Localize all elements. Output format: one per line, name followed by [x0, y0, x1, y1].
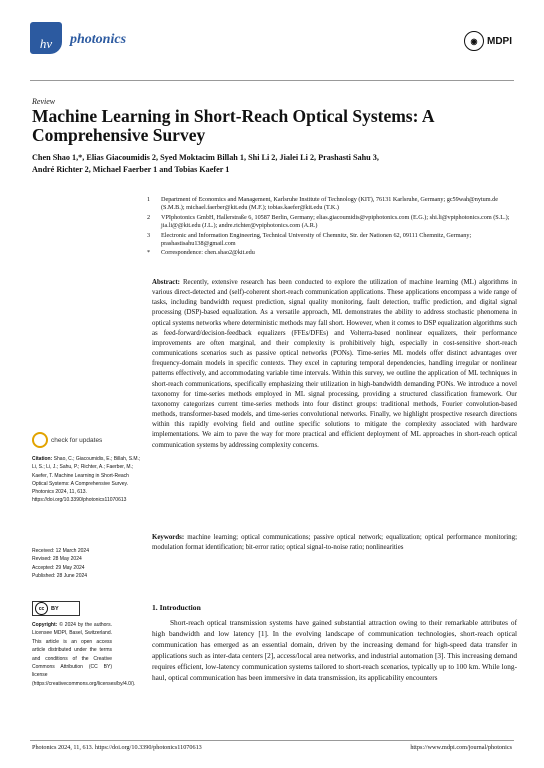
revised-date: Revised: 28 May 2024: [32, 556, 82, 563]
introduction-text: [152, 617, 517, 684]
header-divider: [30, 80, 514, 81]
license-badge-text: BY: [51, 605, 59, 612]
keywords-label: Keywords:: [152, 534, 185, 541]
article-type: Review: [32, 97, 56, 106]
authors: [32, 152, 512, 176]
affiliations: [147, 196, 517, 259]
section-heading: 1. Introduction: [152, 603, 201, 612]
abstract-text: Recently, extensive research has been conducted to explore the utilization of machine learning (ML) algorithms in various direct-detected and (self)-coherent short-reach communication applications. These applications encompass a wide range of tasks, including bandwidth request prediction, signal quality monitoring, fault detection, traffic prediction, and digital signal processing (DSP)-based equalization. As a versatile approach, ML demonstrates the ability to address stochastic phenomena in optical systems networks where deterministic methods may fall short. However, when it comes to DSP equalization algorithms such as feed-forward/decision-feedback equalizers (FFEs/DFEs) and Volterra-based nonlinear equalizers, their performance improvements are often marginal, and their complexity is prohibitively high, especially in cost-sensitive short-reach communications scenarios such as passive optical networks (PONs). Time-series ML models offer distinct advantages over frequency-domain models in specific contexts. They excel in capturing temporal dependencies, handling irregular or nonlinear patterns effectively, and accommodating variable time intervals. Within this survey, we outline the application of ML techniques in short-reach communications, specifically emphasizing their utilization in high-bandwidth demanding PONs. We introduce a novel taxonomy for time-series methods employed in ML signal processing, providing a structured classification framework. Our taxonomy categorizes current time-series methods into four distinct groups: traditional methods, Fourier convolution-based methods, transformer-based models, and time-series convolutional networks. Finally, we highlight prospective research directions within this rapidly evolving field and outline specific solutions to mitigate the complexity associated with hardware implementations. We aim to pave the way for more practical and efficient deployment of ML approaches in short-reach optical communication systems by addressing complexity concerns.: [152, 279, 517, 449]
citation-label: Citation:: [32, 456, 53, 462]
abstract-label: Abstract:: [152, 279, 180, 286]
mdpi-icon: ◉: [464, 31, 484, 51]
creative-commons-icon: cc: [35, 602, 48, 615]
intro-paragraph: Short-reach optical transmission systems have gained substantial attraction owing to their remarkable attributes of high bandwidth and low latency [1]. In the evolving landscape of communication technologies, short-reach optical communication has emerged as an essential domain, driven by the increasing demand for high-speed data transfer in applications such as inter-data centers [2], access/local area networks, and industrial automation [3]. This increasing demand requires efficient, low-latency communication systems tailored to short-reach scenarios, typically up to 100 km. While long-haul, optical communication has been immersive in data transmission, its applicability encounters: [152, 618, 517, 683]
abstract: [152, 278, 517, 451]
publication-dates: [32, 547, 144, 580]
publisher-logo[interactable]: [464, 31, 512, 51]
article-title: Machine Learning in Short-Reach Optical Systems: A Comprehensive Survey: [32, 106, 434, 145]
footer-divider: [30, 740, 514, 741]
cc-license-badge[interactable]: [32, 601, 80, 616]
publisher-name: MDPI: [487, 35, 512, 47]
authors-line-1[interactable]: Chen Shao 1,*, Elias Giacoumidis 2, Syed Moktacim Billah 1, Shi Li 2, Jialei Li 2, Prashasti Sahu 3,: [32, 153, 379, 162]
copyright-text: © 2024 by the authors. Licensee MDPI, Basel, Switzerland. This article is an open access article distributed under the terms and conditions of the Creative Commons Attribution (CC BY) license (https://creativecommons.org/licenses/by/4.0/).: [32, 622, 136, 687]
affiliation-item: 2 VPIphotonics GmbH, Hallerstraße 6, 10587 Berlin, Germany; elias.giacoumidis@vpiphotonics.com (E.G.); shi.li@vpiphotonics.com (S.L.); jia.li@@kit.edu (J.L.); andre.richter@vpiphotonics.com (A.R.): [147, 213, 510, 230]
keywords: [152, 533, 517, 553]
affiliation-item: 1 Department of Economics and Management, Karlsruhe Institute of Technology (KIT), 76131 Karlsruhe, Germany; gc59wah@nytum.de (S.M.B.); michael.faerber@kit.edu (M.F.); tobias.kaefer@kit.edu (T.K.): [147, 196, 498, 212]
correspondence: * Correspondence: chen.shao2@kit.edu: [147, 249, 255, 257]
footer-citation[interactable]: Photonics 2024, 11, 613. https://doi.org/10.3390/photonics11070613: [32, 744, 202, 751]
copyright: [32, 621, 136, 688]
affiliation-item: 3 Electronic and Information Engineering, Technical University of Chemnitz, Str. der Nationen 62, 09111 Chemnitz, Germany; prashastisahu138@gmail.com: [147, 231, 472, 248]
footer-journal-link[interactable]: https://www.mdpi.com/journal/photonics: [410, 744, 512, 751]
citation-text: Shao, C.; Giacoumidis, E.; Billah, S.M.; Li, S.; Li, J.; Sahu, P.; Richter, A.; Faerber, M.; Kaefer, T. Machine Learning in Short-Reach Optical Systems: A Comprehensive Survey. Photonics 2024, 11, 613. https://doi.org/10.3390/photonics11070613: [32, 456, 141, 504]
journal-logo: hv: [30, 22, 62, 54]
accepted-date: Accepted: 29 May 2024: [32, 564, 85, 571]
received-date: Received: 12 March 2024: [32, 548, 89, 554]
keywords-text: machine learning; optical communications; passive optical network; equalization; optical performance monitoring; modulation format identification; bit-error ratio; optical signal-to-noise ratio; nonlinearities: [152, 534, 517, 551]
copyright-label: Copyright:: [32, 622, 58, 628]
check-updates-label: check for updates: [51, 436, 103, 444]
check-updates-icon: [32, 432, 48, 448]
citation: [32, 455, 144, 505]
check-for-updates-button[interactable]: [32, 432, 102, 448]
authors-line-2[interactable]: André Richter 2, Michael Faerber 1 and Tobias Kaefer 1: [32, 165, 230, 174]
journal-name[interactable]: photonics: [70, 32, 127, 47]
published-date: Published: 28 June 2024: [32, 572, 88, 579]
